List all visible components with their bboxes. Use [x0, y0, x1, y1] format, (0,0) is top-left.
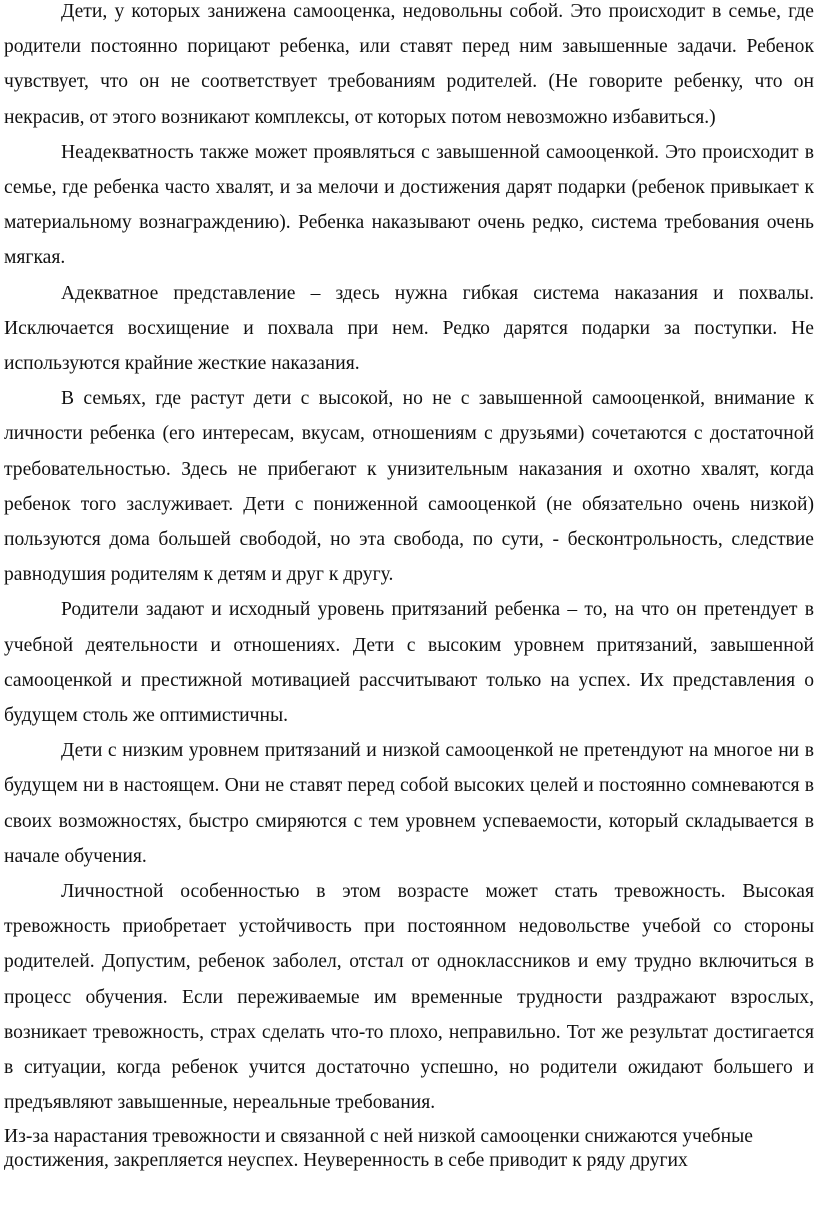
paragraph-inflated-self-esteem: Неадекватность также может проявляться с завышенной самооценкой. Это происходит в семье, где ребенка часто хвалят, и за мелочи и достижения дарят подарки (ребенок привыкает к материальному вознаграждению). Ребенка наказывают очень редко, система требования очень мягкая. [4, 141, 814, 269]
paragraph-adequate-view: Адекватное представление – здесь нужна гибкая система наказания и похвалы. Исключается восхищение и похвала при нем. Редко дарятся подарки за поступки. Не используются крайние жесткие наказания. [4, 282, 814, 375]
paragraph-level-of-aspiration: Родители задают и исходный уровень притязаний ребенка – то, на что он претендует в учебной деятельности и отношениях. Дети с высоким уровнем притязаний, завышенной самооценкой и престижной мотивацией рассчитывают только на успех. Их представления о будущем столь же оптимистичны. [4, 599, 814, 727]
paragraph-consequences [4, 1125, 814, 1173]
paragraph-low-aspiration: Дети с низким уровнем притязаний и низкой самооценкой не претендуют на многое ни в будущем ни в настоящем. Они не ставят перед собой высоких целей и постоянно сомневаются в своих возможностях, быстро смиряются с тем уровнем успеваемости, который складывается в начале обучения. [4, 740, 814, 867]
paragraph-low-self-esteem: Дети, у которых занижена самооценка, недовольны собой. Это происходит в семье, где родители постоянно порицают ребенка, или ставят перед ним завышенные задачи. Ребенок чувствует, что он не соответствует требованиям родителей. (Не говорите ребенку, что он некрасив, от этого возникают комплексы, от которых потом невозможно избавиться.) [4, 1, 814, 128]
paragraph-consequences-line-2: достижения, закрепляется неуспех. Неуверенность в себе приводит к ряду других [4, 1149, 688, 1171]
paragraph-anxiety: Личностной особенностью в этом возрасте может стать тревожность. Высокая тревожность приобретает устойчивость при постоянном недовольстве учебой со стороны родителей. Допустим, ребенок заболел, отстал от одноклассников и ему трудно включиться в процесс обучения. Если переживаемые им временные трудности раздражают взрослых, возникает тревожность, страх сделать что-то плохо, неправильно. Тот же результат достигается в ситуации, когда ребенок учится достаточно успешно, но родители ожидают большего и предъявляют завышенные, нереальные требования. [4, 881, 814, 1114]
paragraph-high-self-esteem-families: В семьях, где растут дети с высокой, но не с завышенной самооценкой, внимание к личности ребенка (его интересам, вкусам, отношениям с друзьями) сочетаются с достаточной требовательностью. Здесь не прибегают к унизительным наказания и охотно хвалят, когда ребенок того заслуживает. Дети с пониженной самооценкой (не обязательно очень низкой) пользуются дома большей свободой, но эта свобода, по сути, - бесконтрольность, следствие равнодушия родителям к детям и друг к другу. [4, 388, 814, 586]
paragraph-consequences-line-1: Из-за нарастания тревожности и связанной с ней низкой самооценки снижаются учебные [4, 1125, 753, 1147]
